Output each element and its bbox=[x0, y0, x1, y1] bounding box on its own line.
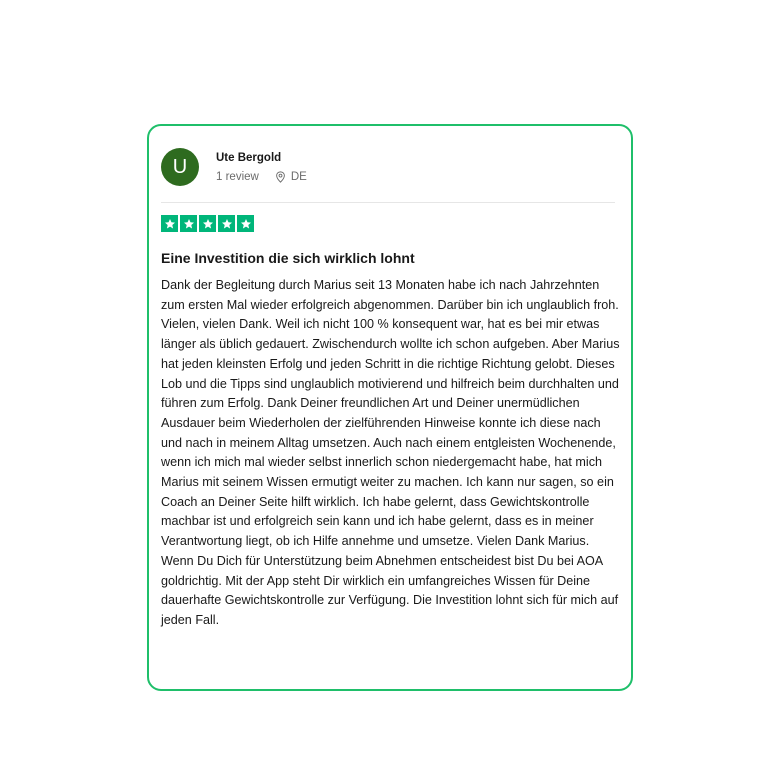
star-icon bbox=[180, 215, 197, 232]
avatar[interactable]: U bbox=[161, 148, 199, 186]
star-icon bbox=[218, 215, 235, 232]
star-icon bbox=[199, 215, 216, 232]
review-text: Dank der Begleitung durch Marius seit 13 Monaten habe ich nach Jahrzehnten zum ersten Mal wieder erfolgreich abgenommen. Darüber bin ich unglaublich froh. Vielen, vielen Dank. Weil ich nicht 100 % konsequent war, hat es bei mir etwas länger als üblich gedauert. Zwischendurch wollte ich schon aufgeben. Aber Marius hat jeden kleinsten Erfolg und jeden Schritt in die richtige Richtung gelobt. Dieses Lob und die Tipps sind unglaublich motivierend und hilfreich beim durchhalten und führen zum Erfolg. Dank Deiner freundlichen Art und Deiner unermüdlichen Ausdauer beim Wiederholen der zielführenden Hinweise konnte ich diese nach und nach in meinem Alltag umsetzen. Auch nach einem entgleisten Wochenende, wenn ich mich mal wieder selbst innerlich schon niedergemacht habe, hat mich Marius mit seinem Wissen ermutigt weiter zu machen. Ich kann nur sagen, so ein Coach an Deiner Seite hilft wirklich. Ich habe gelernt, dass Gewichtskontrolle machbar ist und erfolgreich sein kann und ich habe gelernt, dass es in meiner Verantwortung liegt, ob ich Hilfe annehme und umsetze. Vielen Dank Marius. Wenn Du Dich für Unterstützung beim Abnehmen entscheidest bist Du bei AOA goldrichtig. Mit der App steht Dir wirklich ein umfangreiches Wissen für Deine dauerhafte Gewichtskontrolle zur Verfügung. Die Investition lohnt sich für mich auf jeden Fall. bbox=[161, 278, 620, 627]
reviewer-name[interactable]: Ute Bergold bbox=[216, 152, 282, 164]
reviewer-country: DE bbox=[290, 171, 307, 183]
star-icon bbox=[161, 215, 178, 232]
review-card bbox=[147, 124, 633, 691]
review-title[interactable]: Eine Investition die sich wirklich lohnt bbox=[161, 250, 415, 266]
reviewer-meta bbox=[216, 171, 307, 183]
reviewer-header bbox=[161, 146, 615, 200]
review-count: 1 review bbox=[216, 171, 259, 183]
location-pin-icon bbox=[275, 171, 286, 183]
star-icon bbox=[237, 215, 254, 232]
star-rating bbox=[161, 215, 254, 232]
header-divider bbox=[161, 202, 615, 203]
